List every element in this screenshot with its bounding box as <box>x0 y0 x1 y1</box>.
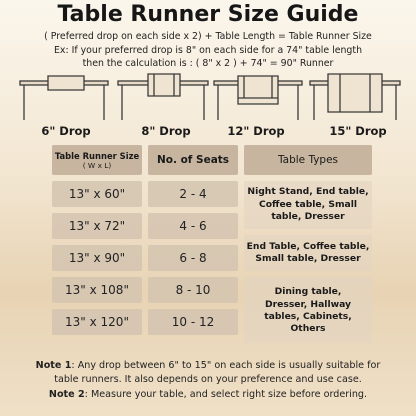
header-size <box>52 145 142 175</box>
table-row-seats: 10 - 12 <box>148 309 238 335</box>
types-line: Small table, Dresser <box>255 253 361 264</box>
note-1-text: : Any drop between 6" to 15" on each side is usually suitable for <box>71 360 381 371</box>
page-title: Table Runner Size Guide <box>57 2 359 27</box>
table-row-seats: 8 - 10 <box>148 277 238 303</box>
table-row-size: 13" x 108" <box>52 277 142 303</box>
header-size-label: Table Runner Size <box>54 150 140 161</box>
table-6-drop <box>20 76 108 120</box>
types-group-2 <box>244 235 372 271</box>
note-2-text: : Measure your table, and select right size before ordering. <box>84 389 368 400</box>
table-8-drop <box>118 74 208 120</box>
example-line-2: then the calculation is : ( 8" x 2 ) + 74" = 90" Runner <box>82 58 334 69</box>
formula-text: ( Preferred drop on each side x 2) + Table Length = Table Runner Size <box>44 31 372 42</box>
note-2 <box>0 389 416 400</box>
types-line: Coffee table, Small <box>258 198 358 210</box>
table-row-size: 13" x 60" <box>52 181 142 207</box>
table-12-drop <box>214 76 302 120</box>
types-line: Dresser, Hallway <box>264 298 351 310</box>
types-line: Night Stand, End table, <box>247 186 369 198</box>
types-line: tables, Cabinets, <box>264 311 352 322</box>
header-types: Table Types <box>244 145 372 175</box>
types-line: Others <box>290 323 326 335</box>
table-row-size: 13" x 90" <box>52 245 142 271</box>
drop-label-12: 12" Drop <box>227 124 285 138</box>
table-15-drop <box>310 74 400 120</box>
header-seats: No. of Seats <box>148 145 238 175</box>
drop-label-8: 8" Drop <box>141 124 191 138</box>
note-1 <box>0 360 416 371</box>
drop-label-6: 6" Drop <box>41 124 91 138</box>
note-1-line-2: table runners. It also depends on your preference and use case. <box>54 374 362 385</box>
types-line: Dining table, <box>274 286 342 298</box>
types-group-1 <box>244 181 372 229</box>
types-group-3 <box>244 279 372 343</box>
table-row-seats: 4 - 6 <box>148 213 238 239</box>
table-row-size: 13" x 72" <box>52 213 142 239</box>
example-line-1: Ex: If your preferred drop is 8" on each side for a 74" table length <box>53 45 363 56</box>
table-row-seats: 6 - 8 <box>148 245 238 271</box>
types-line: table, Dresser <box>271 211 345 223</box>
types-line: End Table, Coffee table, <box>246 240 370 252</box>
table-row-seats: 2 - 4 <box>148 181 238 207</box>
header-size-sub: ( W x L) <box>82 160 112 170</box>
drop-illustrations <box>0 68 416 140</box>
note-2-label: Note 2 <box>48 389 85 400</box>
drop-label-15: 15" Drop <box>329 124 387 138</box>
note-1-label: Note 1 <box>35 360 72 371</box>
drop-diagram <box>0 68 416 128</box>
table-row-size: 13" x 120" <box>52 309 142 335</box>
